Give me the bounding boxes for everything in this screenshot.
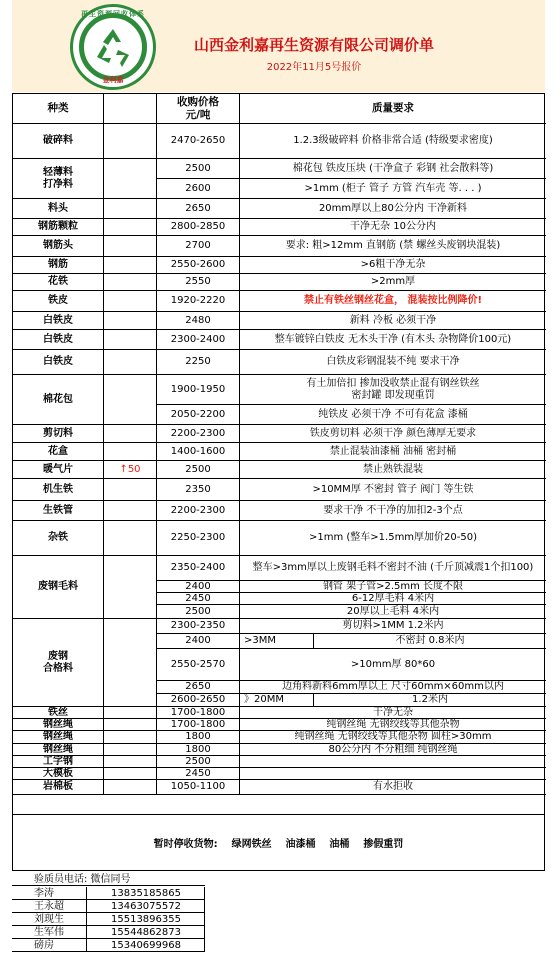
inspector-name: 生军伟 [12, 926, 87, 939]
price-change-cell [104, 443, 157, 461]
category-cell: 破碎料 [13, 124, 104, 159]
quality-cell: >6粗干净无杂 [240, 257, 546, 274]
quality-cell: 禁止有铁丝钢丝花盒， 混装按比例降价! [240, 291, 546, 312]
inspector-name: 磅房 [12, 939, 87, 952]
price-cell: 2800-2850 [157, 219, 240, 236]
price-cell: 2500 [157, 159, 240, 179]
quality-cell: 20mm厚以上80公分内 干净新料 [240, 199, 546, 219]
price-change-cell [104, 312, 157, 330]
quality-cell: 剪切料>1MM 1.2米内 [240, 619, 546, 634]
price-cell: 2480 [157, 312, 240, 330]
price-cell: 2300-2400 [157, 330, 240, 350]
header-change [104, 94, 157, 124]
price-cell: 2200-2300 [157, 425, 240, 443]
quality-cell: 要求: 粗>12mm 直钢筋 (禁 螺丝头废钢块混装) [240, 236, 546, 257]
price-cell: 1920-2220 [157, 291, 240, 312]
quality-cell: 干净无杂 [240, 707, 546, 719]
price-change-cell [104, 768, 157, 780]
price-change-cell [104, 425, 157, 443]
price-change-cell [104, 501, 157, 521]
price-cell: 2700 [157, 236, 240, 257]
quality-cell: 纯钢丝绳 无钢绞线等其他杂物 圆柱>30mm [240, 731, 546, 744]
quality-cell: 禁止熟铁混装 [240, 461, 546, 479]
inspector-row [12, 900, 205, 913]
quality-cell: >10mm厚 80*60 [240, 649, 546, 681]
category-cell: 暖气片 [13, 461, 104, 479]
category-cell: 岩棉板 [13, 780, 104, 795]
category-cell: 钢丝绳 [13, 731, 104, 744]
quality-cell: 纯铁皮 必须干净 不可有花盒 漆桶 [240, 405, 546, 425]
price-cell: 2300-2350 [157, 619, 240, 634]
price-change-cell [104, 744, 157, 756]
quality-cell [240, 756, 546, 768]
header-banner [12, 0, 545, 92]
price-change-cell [104, 619, 157, 707]
price-cell: 2600-2650 [157, 694, 240, 707]
quality-sub-cell: 不密封 0.8米内 [314, 634, 546, 649]
price-change-cell [104, 291, 157, 312]
price-cell: 1700-1800 [157, 707, 240, 719]
price-cell: 2550-2570 [157, 649, 240, 681]
price-cell: 1800 [157, 744, 240, 756]
inspector-row [12, 939, 205, 952]
price-change-cell [104, 479, 157, 501]
price-change-cell: ↑50 [104, 461, 157, 479]
quality-cell: 干净无杂 10公分内 [240, 219, 546, 236]
price-cell: 1400-1600 [157, 443, 240, 461]
quality-cell: >10MM厚 不密封 管子 阀门 等生铁 [240, 479, 546, 501]
price-change-cell [104, 199, 157, 219]
inspector-phone: 13835185865 [87, 887, 205, 900]
inspector-name: 李涛 [12, 887, 87, 900]
price-cell: 2550-2600 [157, 257, 240, 274]
price-cell: 2350-2400 [157, 556, 240, 581]
price-change-cell [104, 330, 157, 350]
quality-cell: 边角料新料6mm厚以上 尺寸60mm×60mm以内 [240, 681, 546, 694]
logo-company-text: 金利嘉 [102, 76, 124, 84]
price-cell: 2400 [157, 581, 240, 593]
quality-sub-cell: 》20MM [240, 694, 314, 707]
inspector-phone: 15513896355 [87, 913, 205, 926]
category-cell: 工字钢 [13, 756, 104, 768]
quality-cell: >1mm (整车>1.5mm厚加价20-50) [240, 521, 546, 556]
header-category: 种类 [13, 94, 104, 124]
category-cell: 花铁 [13, 274, 104, 291]
quality-cell: 有水拒收 [240, 780, 546, 795]
quality-cell: 要求干净 不干净的加扣2-3个点 [240, 501, 546, 521]
logo-arc-text: 再生资源回收体系 [81, 10, 145, 18]
quality-cell: 铁皮剪切料 必须干净 颜色薄厚无要求 [240, 425, 546, 443]
inspector-phone: 15544862873 [87, 926, 205, 939]
quality-cell: >1mm (柜子 管子 方管 汽车壳 等. . . ) [240, 179, 546, 199]
quality-cell: 棉花包 铁皮压块 (干净盒子 彩钢 社会散料等) [240, 159, 546, 179]
quality-cell: 钢管 架子管>2.5mm 长度不限 [240, 581, 546, 593]
price-cell: 2500 [157, 756, 240, 768]
quality-cell: 有土加倍扣 掺加没收禁止混有钢丝铁丝 密封罐 即发现重罚 [240, 375, 546, 405]
price-cell: 1800 [157, 731, 240, 744]
quality-cell: >2mm厚 [240, 274, 546, 291]
inspector-phone: 15340699968 [87, 939, 205, 952]
price-change-cell [104, 236, 157, 257]
page-subtitle: 2022年11月5号报价 [266, 62, 362, 73]
category-cell: 料头 [13, 199, 104, 219]
category-cell: 钢筋头 [13, 236, 104, 257]
quality-sub-cell: >3MM [240, 634, 314, 649]
price-cell: 2450 [157, 768, 240, 780]
inspector-row [12, 887, 205, 900]
category-cell: 铁丝 [13, 707, 104, 719]
category-cell: 废钢毛料 [13, 556, 104, 619]
inspector-phone: 13463075572 [87, 900, 205, 913]
category-cell: 钢筋 [13, 257, 104, 274]
recycling-logo [70, 4, 156, 90]
price-change-cell [104, 219, 157, 236]
price-cell: 2050-2200 [157, 405, 240, 425]
price-cell: 1050-1100 [157, 780, 240, 795]
category-cell: 铁皮 [13, 291, 104, 312]
price-cell: 2500 [157, 605, 240, 619]
category-cell: 废钢 合格料 [13, 619, 104, 707]
inspector-row [12, 913, 205, 926]
page-title: 山西金利嘉再生资源有限公司调价单 [193, 36, 434, 54]
quality-cell: 白铁皮彩钢混装不纯 要求干净 [240, 350, 546, 375]
price-change-cell [104, 756, 157, 768]
quality-cell: 20厚以上毛料 4米内 [240, 605, 546, 619]
price-change-cell [104, 707, 157, 719]
price-cell: 2650 [157, 681, 240, 694]
quality-cell: 纯钢丝绳 无钢绞线等其他杂物 [240, 719, 546, 731]
price-change-cell [104, 257, 157, 274]
recycle-icon [91, 25, 135, 69]
price-change-cell [104, 556, 157, 619]
price-cell: 2400 [157, 634, 240, 649]
suspension-notice: 暂时停收货物: 绿网铁丝 油漆桶 油桶 掺假重罚 [12, 815, 545, 871]
inspector-contacts [12, 871, 545, 953]
quality-cell: 1.2.3级破碎料 价格非常合适 (特级要求密度) [240, 124, 546, 159]
category-cell: 白铁皮 [13, 312, 104, 330]
category-cell: 钢丝绳 [13, 744, 104, 756]
quality-cell: 禁止混装油漆桶 油桶 密封桶 [240, 443, 546, 461]
category-cell: 白铁皮 [13, 330, 104, 350]
price-table [12, 93, 545, 815]
price-cell: 2250 [157, 350, 240, 375]
price-change-cell [104, 521, 157, 556]
price-cell: 1900-1950 [157, 375, 240, 405]
price-cell: 2600 [157, 179, 240, 199]
quality-cell: 6-12厚毛料 4米内 [240, 593, 546, 605]
price-cell: 2350 [157, 479, 240, 501]
category-cell: 钢丝绳 [13, 719, 104, 731]
category-cell: 花盒 [13, 443, 104, 461]
category-cell: 棉花包 [13, 375, 104, 425]
price-change-cell [104, 731, 157, 744]
header-quality: 质量要求 [240, 94, 546, 124]
inspector-name: 王永超 [12, 900, 87, 913]
quality-cell: 整车>3mm厚以上废钢毛料不密封不油 (千斤顶减震1个扣100) [240, 556, 546, 581]
category-cell: 白铁皮 [13, 350, 104, 375]
category-cell: 剪切料 [13, 425, 104, 443]
category-cell: 生铁管 [13, 501, 104, 521]
price-cell: 2650 [157, 199, 240, 219]
category-cell: 大模板 [13, 768, 104, 780]
price-cell: 2450 [157, 593, 240, 605]
quality-cell: 80公分内 不分粗细 纯钢丝绳 [240, 744, 546, 756]
category-cell: 钢筋颗粒 [13, 219, 104, 236]
quality-sub-cell: 1.2米内 [314, 694, 546, 707]
price-change-cell [104, 719, 157, 731]
price-cell: 2550 [157, 274, 240, 291]
quality-cell [240, 768, 546, 780]
category-cell: 杂铁 [13, 521, 104, 556]
price-change-cell [104, 124, 157, 159]
price-change-cell [104, 780, 157, 795]
price-cell: 2250-2300 [157, 521, 240, 556]
price-cell: 2200-2300 [157, 501, 240, 521]
price-change-cell [104, 350, 157, 375]
price-change-cell [104, 159, 157, 199]
price-change-cell [104, 274, 157, 291]
inspector-row [12, 926, 205, 939]
price-cell: 2500 [157, 461, 240, 479]
price-cell: 1700-1800 [157, 719, 240, 731]
category-cell: 轻薄料 打净料 [13, 159, 104, 199]
quality-cell: 整车镀锌白铁皮 无木头干净 (有木头 杂物降价100元) [240, 330, 546, 350]
price-change-cell [104, 375, 157, 425]
price-cell: 2470-2650 [157, 124, 240, 159]
inspector-title: 验质员电话: 微信同号 [12, 873, 205, 886]
category-cell: 机生铁 [13, 479, 104, 501]
header-price: 收购价格 元/吨 [157, 94, 240, 124]
inspector-name: 刘现生 [12, 913, 87, 926]
quality-cell: 新料 冷板 必须干净 [240, 312, 546, 330]
